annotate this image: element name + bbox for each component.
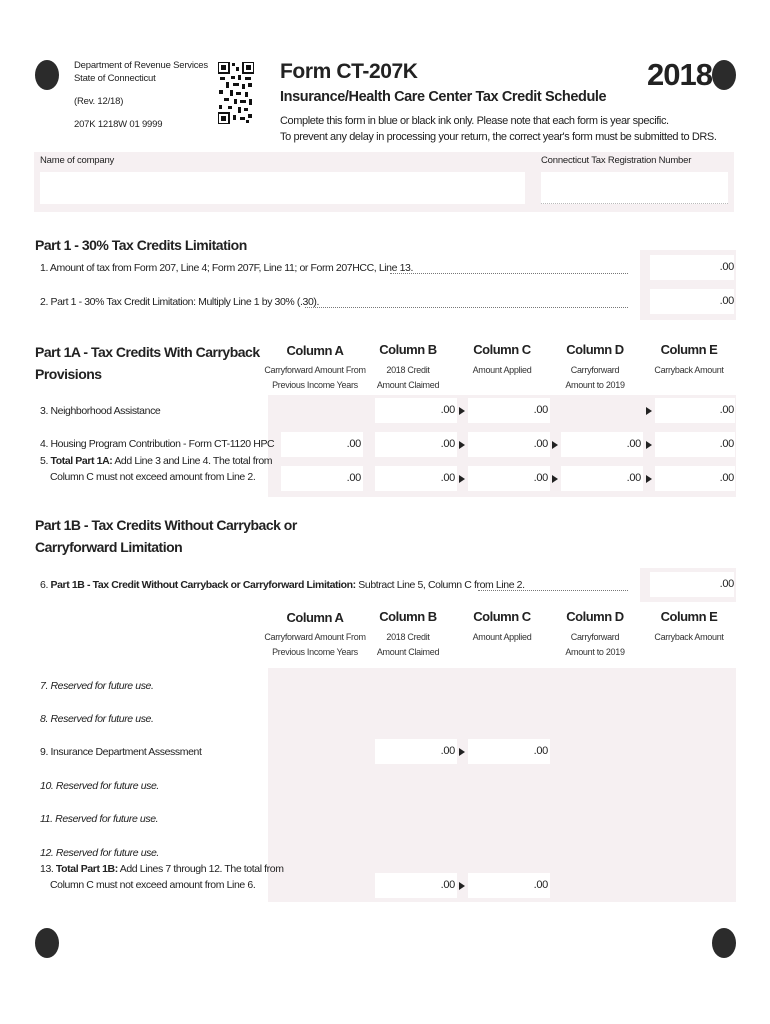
part1b-title — [35, 514, 297, 558]
part1a-column-a-desc: Carryforward Amount From Previous Income Years — [264, 365, 366, 390]
line13-col-c-amount: .00 — [533, 879, 548, 891]
form-code: 207K 1218W 01 9999 — [74, 119, 163, 130]
tax-registration-field[interactable] — [541, 172, 728, 204]
part1b-column-d-desc: Carryforward Amount to 2019 — [565, 632, 625, 657]
line2-leader — [305, 307, 628, 308]
line2-amount: .00 — [719, 295, 734, 307]
arrow-right-icon — [646, 407, 652, 415]
company-name-field[interactable] — [40, 172, 525, 204]
part1-title: Part 1 - 30% Tax Credits Limitation — [35, 237, 247, 253]
arrow-right-icon — [459, 475, 465, 483]
line2-label: 2. Part 1 - 30% Tax Credit Limitation: Multiply Line 1 by 30% (.30). — [40, 296, 319, 308]
part1a-column-d: Column D — [566, 342, 624, 357]
line13-label: 13. Total Part 1B: Add Lines 7 through 12. The total from — [40, 863, 284, 875]
part1b-column-e: Column E — [660, 609, 718, 624]
line7-label: 7. Reserved for future use. — [40, 680, 154, 692]
registration-dot-icon — [35, 60, 59, 90]
line10-label: 10. Reserved for future use. — [40, 780, 159, 792]
qr-code-icon — [218, 62, 254, 124]
line1-label: 1. Amount of tax from Form 207, Line 4; Form 207F, Line 11; or Form 207HCC, Line 13. — [40, 262, 413, 274]
arrow-right-icon — [459, 882, 465, 890]
part1b-title-line1: Part 1B - Tax Credits Without Carryback or — [35, 517, 297, 533]
part1b-column-c: Column C — [473, 609, 531, 624]
part1b-column-e-desc: Carryback Amount — [654, 632, 724, 642]
arrow-right-icon — [459, 441, 465, 449]
line6-label: 6. Part 1B - Tax Credit Without Carryback or Carryforward Limitation: Subtract Line 5, Column C from Line 2. — [40, 579, 525, 591]
line5-col-d-amount: .00 — [626, 472, 641, 484]
line9-label: 9. Insurance Department Assessment — [40, 746, 202, 758]
line6-leader — [478, 590, 628, 591]
line4-col-e-amount: .00 — [719, 438, 734, 450]
part1a-column-e: Column E — [660, 342, 718, 357]
line4-col-c-amount: .00 — [533, 438, 548, 450]
department-line: Department of Revenue Services — [74, 60, 208, 71]
part1b-column-a-desc: Carryforward Amount From Previous Income Years — [264, 632, 366, 657]
registration-dot-icon — [35, 928, 59, 958]
line9-col-c-amount: .00 — [533, 745, 548, 757]
instructions-line-1: Complete this form in blue or black ink only. Please note that each form is year specific. — [280, 115, 669, 127]
company-name-label: Name of company — [40, 155, 115, 166]
part1a-column-c: Column C — [473, 342, 531, 357]
line5-col-b-amount: .00 — [440, 472, 455, 484]
arrow-right-icon — [459, 748, 465, 756]
tax-registration-label: Connecticut Tax Registration Number — [541, 155, 692, 166]
part1a-title-line2: Provisions — [35, 366, 102, 382]
line4-label: 4. Housing Program Contribution - Form CT-1120 HPC — [40, 438, 275, 450]
part1b-title-line2: Carryforward Limitation — [35, 539, 183, 555]
line3-col-c-amount: .00 — [533, 404, 548, 416]
part1a-column-e-desc: Carryback Amount — [654, 365, 724, 375]
arrow-right-icon — [646, 475, 652, 483]
part1a-title-line1: Part 1A - Tax Credits With Carryback — [35, 344, 260, 360]
line1-amount: .00 — [719, 261, 734, 273]
form-subtitle: Insurance/Health Care Center Tax Credit Schedule — [280, 89, 607, 105]
line4-col-a-amount: .00 — [346, 438, 361, 450]
line5-label: 5. Total Part 1A: Add Line 3 and Line 4. The total from — [40, 455, 273, 467]
form-year: 2018 — [647, 57, 712, 92]
arrow-right-icon — [459, 407, 465, 415]
registration-dot-icon — [712, 928, 736, 958]
line13-col-b-amount: .00 — [440, 879, 455, 891]
line5-label-cont: Column C must not exceed amount from Line 2. — [50, 471, 256, 483]
line3-col-b-amount: .00 — [440, 404, 455, 416]
part1b-column-b: Column B — [379, 609, 437, 624]
part1a-column-a: Column A — [286, 343, 344, 358]
revision-date: (Rev. 12/18) — [74, 96, 124, 107]
part1b-column-b-desc: 2018 Credit Amount Claimed — [376, 632, 440, 657]
state-line: State of Connecticut — [74, 73, 156, 84]
line3-label: 3. Neighborhood Assistance — [40, 405, 161, 417]
arrow-right-icon — [646, 441, 652, 449]
part1b-column-c-desc: Amount Applied — [472, 632, 532, 642]
arrow-right-icon — [552, 441, 558, 449]
line3-col-e-amount: .00 — [719, 404, 734, 416]
line5-col-c-amount: .00 — [533, 472, 548, 484]
line1-leader — [390, 273, 628, 274]
line4-col-b-amount: .00 — [440, 438, 455, 450]
form-title: Form CT-207K — [280, 60, 418, 83]
line6-amount: .00 — [719, 578, 734, 590]
part1a-column-d-desc: Carryforward Amount to 2019 — [565, 365, 625, 390]
part1b-column-d: Column D — [566, 609, 624, 624]
part1a-column-b: Column B — [379, 342, 437, 357]
line9-col-b-amount: .00 — [440, 745, 455, 757]
part1b-column-a: Column A — [286, 610, 344, 625]
line13-label-cont: Column C must not exceed amount from Line 6. — [50, 879, 256, 891]
part1a-column-c-desc: Amount Applied — [472, 365, 532, 375]
line5-col-e-amount: .00 — [719, 472, 734, 484]
arrow-right-icon — [552, 475, 558, 483]
instructions-line-2: To prevent any delay in processing your return, the correct year's form must be submitted to DRS. — [280, 131, 717, 143]
part1b-grid — [268, 668, 736, 902]
part1a-column-b-desc: 2018 Credit Amount Claimed — [376, 365, 440, 390]
line12-label: 12. Reserved for future use. — [40, 847, 159, 859]
line4-col-d-amount: .00 — [626, 438, 641, 450]
line8-label: 8. Reserved for future use. — [40, 713, 154, 725]
part1a-title — [35, 341, 260, 385]
registration-dot-icon — [712, 60, 736, 90]
line5-col-a-amount: .00 — [346, 472, 361, 484]
line11-label: 11. Reserved for future use. — [40, 813, 159, 825]
